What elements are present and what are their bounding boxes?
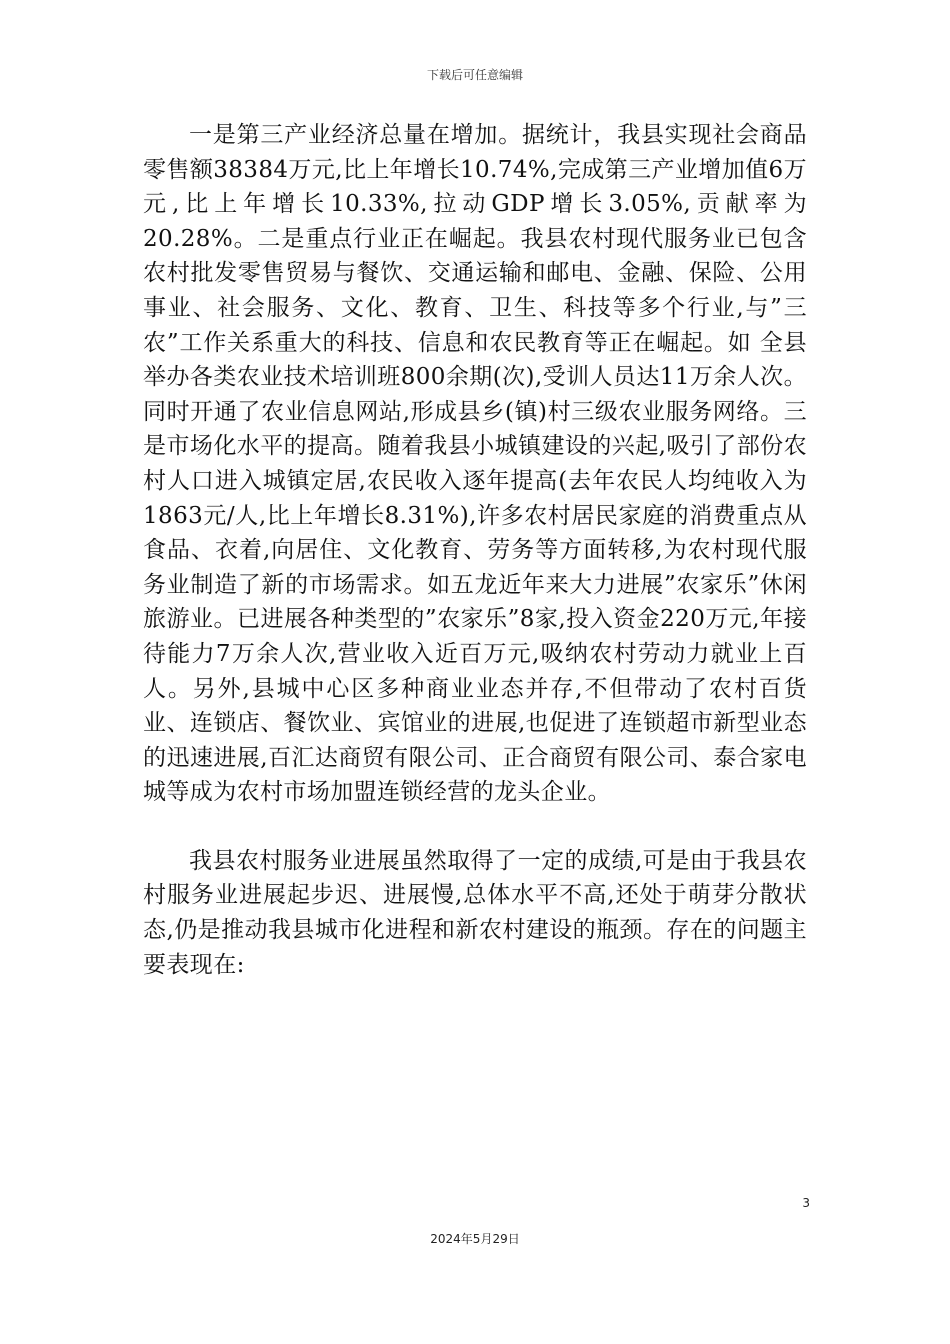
document-body bbox=[143, 118, 807, 982]
page-header: 下载后可任意编辑 bbox=[426, 68, 523, 82]
paragraph-1: 一是第三产业经济总量在增加。据统计，我县实现社会商品零售额38384万元,比上年增长10.74%,完成第三产业增加值6万元,比上年增长10.33%,拉动GDP增长3.05%,贡献率为20.28%。二是重点行业正在崛起。我县农村现代服务业已包含农村批发零售贸易与餐饮、交通运输和邮电、金融、保险、公用事业、社会服务、文化、教育、卫生、科技等多个行业,与”三农”工作关系重大的科技、信息和农民教育等正在崛起。如 全县举办各类农业技术培训班800余期(次),受训人员达11万余人次。同时开通了农业信息网站,形成县乡(镇)村三级农业服务网络。三是市场化水平的提高。随着我县小城镇建设的兴起,吸引了部份农村人口进入城镇定居,农民收入逐年提高(去年农民人均纯收入为1863元/人,比上年增长8.31%),许多农村居民家庭的消费重点从食品、衣着,向居住、文化教育、劳务等方面转移,为农村现代服务业制造了新的市场需求。如五龙近年来大力进展”农家乐”休闲旅游业。已进展各种类型的”农家乐”8家,投入资金220万元,年接待能力7万余人次,营业收入近百万元,吸纳农村劳动力就业上百人。另外,县城中心区多种商业业态并存,不但带动了农村百货业、连锁店、餐饮业、宾馆业的进展,也促进了连锁超市新型业态的迅速进展,百汇达商贸有限公司、正合商贸有限公司、泰合家电城等成为农村市场加盟连锁经营的龙头企业。 bbox=[143, 122, 807, 806]
paragraph-2: 我县农村服务业进展虽然取得了一定的成绩,可是由于我县农村服务业进展起步迟、进展慢,总体水平不高,还处于萌芽分散状态,仍是推动我县城市化进程和新农村建设的瓶颈。存在的问题主要表现在: bbox=[143, 847, 807, 978]
page-footer-date: 2024年5月29日 bbox=[430, 1232, 520, 1246]
page-number: 3 bbox=[802, 1196, 810, 1210]
